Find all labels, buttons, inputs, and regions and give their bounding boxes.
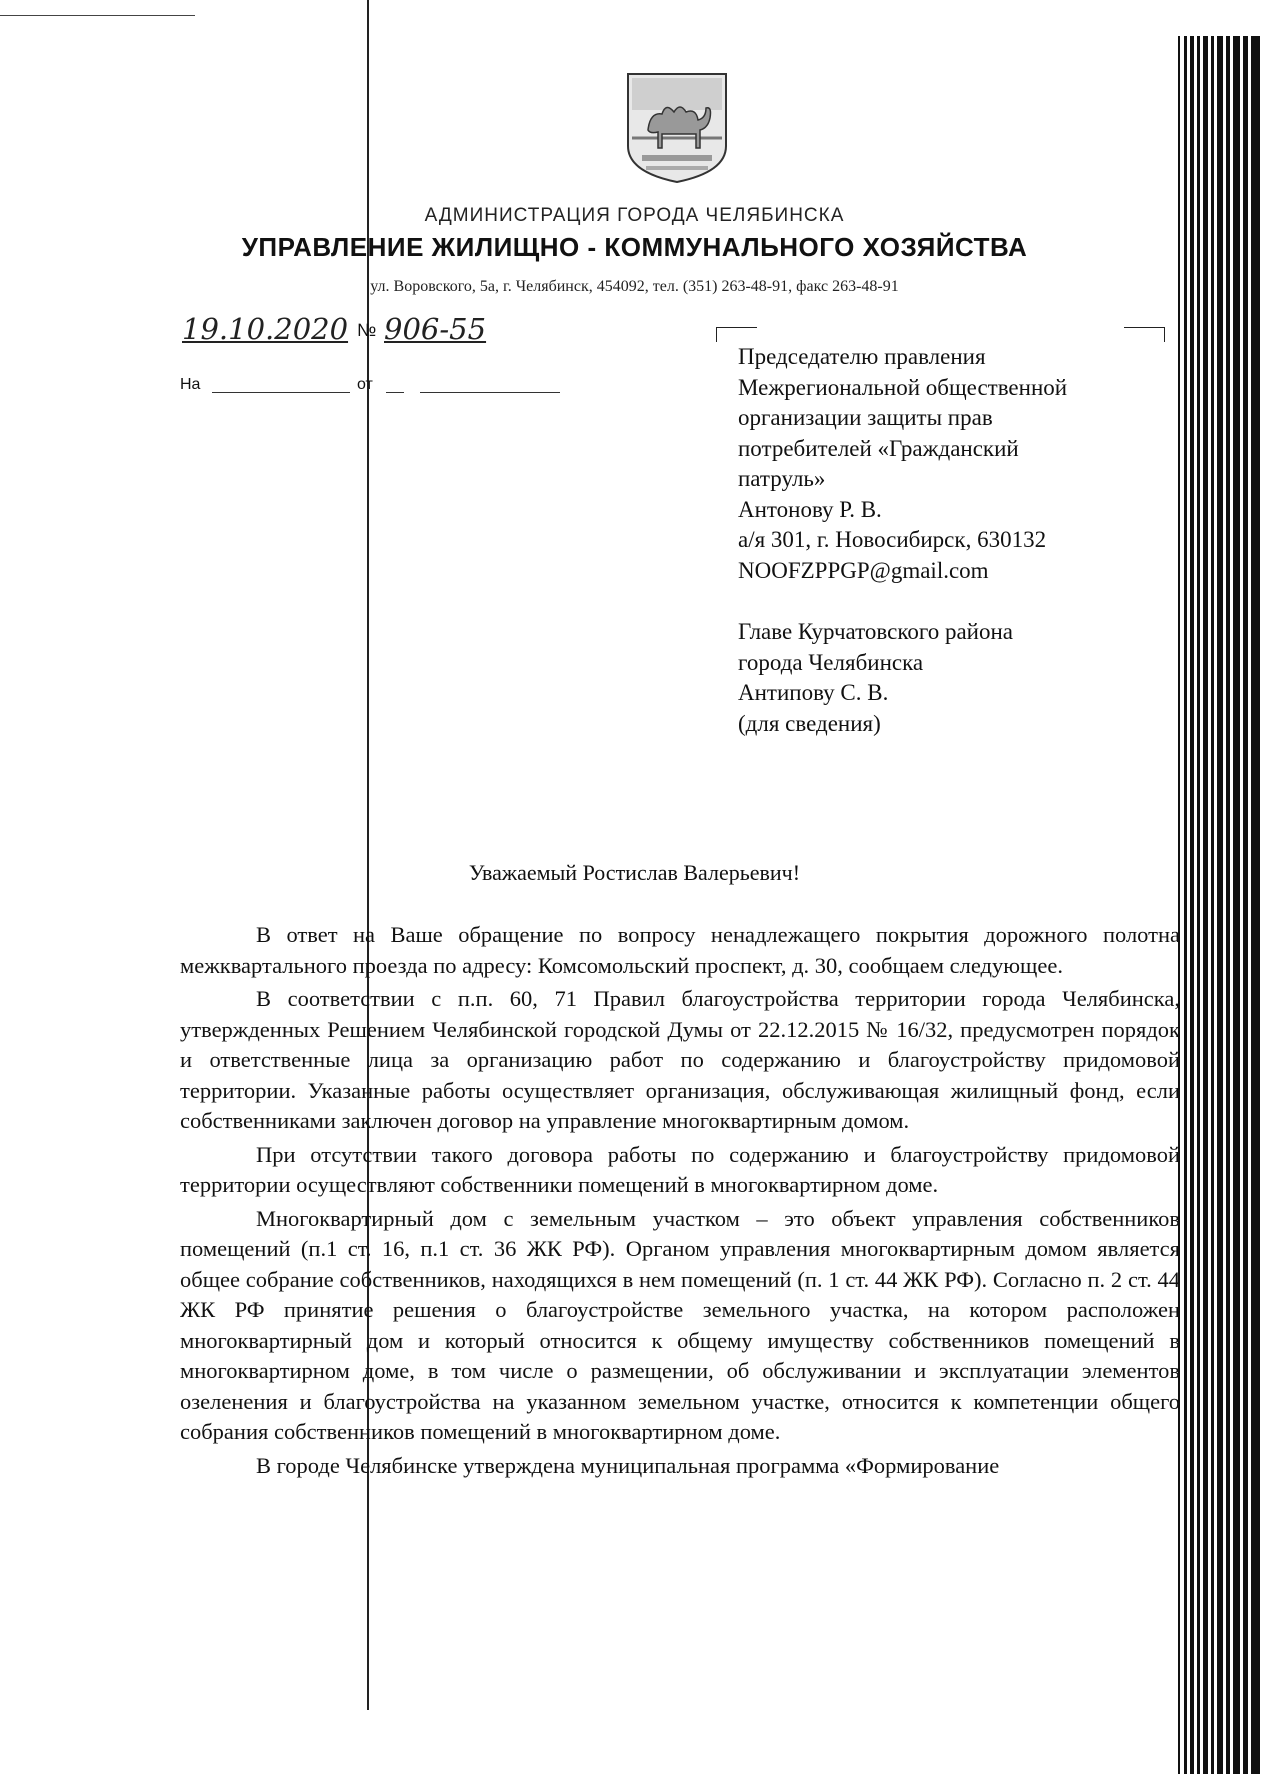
addressee-line: организации защиты прав <box>738 405 993 430</box>
from-date-blank <box>386 392 404 393</box>
addressee-block <box>738 342 1067 739</box>
body-paragraph: При отсутствии такого договора работы по содержанию и благоустройству придомовой территории осуществляют собственники помещений в многоквартирном доме. <box>180 1141 1180 1197</box>
address-bracket-left <box>716 327 757 342</box>
scan-artifact-line <box>0 15 195 16</box>
addressee-line: Председателю правления <box>738 344 986 369</box>
addressee-line: потребителей «Гражданский <box>738 435 1019 461</box>
addressee-line: Главе Курчатовского района <box>738 619 1013 644</box>
reply-to-label: На <box>180 376 201 393</box>
addressee-email: NOOFZPPGP@gmail.com <box>738 557 989 583</box>
scan-artifact-edge <box>1178 36 1260 1774</box>
address-bracket-right <box>1124 327 1165 342</box>
department-name: УПРАВЛЕНИЕ ЖИЛИЩНО - КОММУНАЛЬНОГО ХОЗЯЙСТВА <box>241 232 1028 262</box>
addressee-line: города Челябинска <box>738 649 924 675</box>
org-name: АДМИНИСТРАЦИЯ ГОРОДА ЧЕЛЯБИНСКА <box>424 205 845 226</box>
reply-to-blank <box>212 392 350 393</box>
body-paragraph: В городе Челябинске утверждена муниципальная программа «Формирование <box>256 1452 1000 1478</box>
from-date-blank <box>420 392 560 393</box>
body-paragraph: В соответствии с п.п. 60, 71 Правил благоустройства территории города Челябинска, утвержденных Решением Челябинской городской Думы от 22.12.2015 № 16/32, предусмотрен порядок и ответственные лица за организацию работ по содержанию и благоустройству придомовой территории. Указанные работы осуществляет организация, обслуживающая жилищный фонд, если собственниками заключен договор на управление многоквартирным домом. <box>180 986 1180 1133</box>
addressee-line: патруль» <box>738 466 826 491</box>
letter-body <box>180 920 1180 1484</box>
body-paragraph: В ответ на Ваше обращение по вопросу ненадлежащего покрытия дорожного полотна межквартального проезда по адресу: Комсомольский проспект, д. 30, сообщаем следующее. <box>180 922 1180 978</box>
letter-date: 19.10.2020 <box>182 312 349 346</box>
addressee-line: Антипову С. В. <box>738 680 889 705</box>
addressee-line: а/я 301, г. Новосибирск, 630132 <box>738 527 1047 552</box>
chelyabinsk-coat-of-arms-icon <box>622 68 732 186</box>
org-address: ул. Воровского, 5а, г. Челябинск, 454092, тел. (351) 263-48-91, факс 263-48-91 <box>370 278 899 295</box>
addressee-line: Межрегиональной общественной <box>738 374 1068 400</box>
letter-number: 906-55 <box>384 312 487 346</box>
from-date-label: от <box>357 376 373 393</box>
addressee-line: Антонову Р. В. <box>738 496 882 522</box>
addressee-line: (для сведения) <box>738 710 881 736</box>
salutation: Уважаемый Ростислав Валерьевич! <box>468 860 801 885</box>
body-paragraph: Многоквартирный дом с земельным участком – это объект управления собственников помещений (п.1 ст. 16, п.1 ст. 36 ЖК РФ). Органом управления многоквартирным домом является общее собрание собственников, находящихся в нем помещений (п. 1 ст. 44 ЖК РФ). Согласно п. 2 ст. 44 ЖК РФ принятие решения о благоустройстве земельного участка, на котором расположен многоквартирный дом и который относится к общему имуществу собственников помещений в многоквартирном доме, в том числе о размещении, об обслуживании и эксплуатации элементов озеленения и благоустройства на указанном земельном участке, относится к компетенции общего собрания собственников помещений в многоквартирном доме. <box>180 1205 1180 1444</box>
number-label: № <box>357 320 377 340</box>
